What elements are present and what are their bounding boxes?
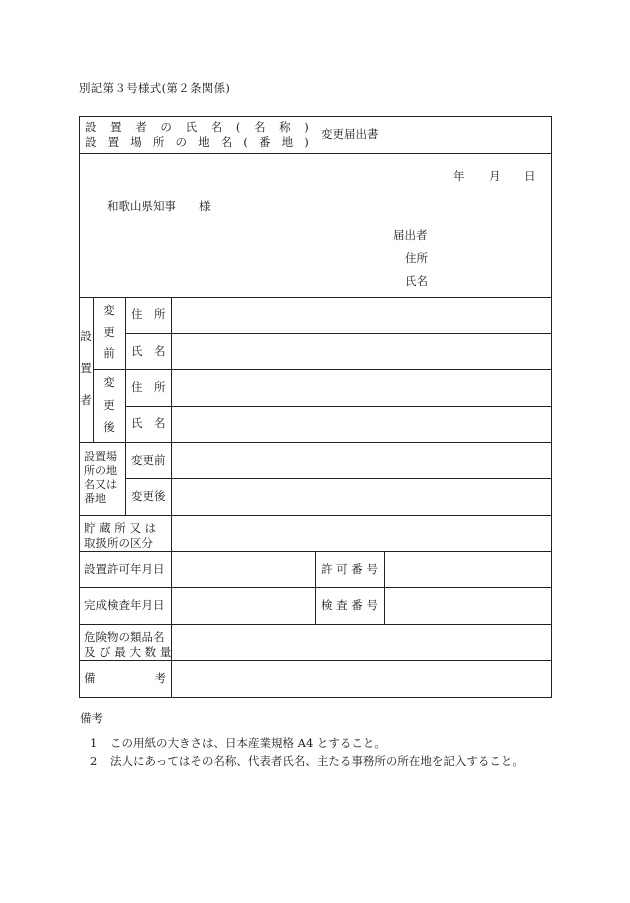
addressee: 和歌山県知事 様 xyxy=(107,199,211,213)
rule-location-end xyxy=(79,515,552,516)
date-day: 日 xyxy=(524,169,536,183)
installer-before-name-label: 氏 名 xyxy=(131,344,166,358)
vline-location xyxy=(125,442,126,515)
installer-before-label: 変 更 前 xyxy=(103,303,115,360)
location-before-label: 変更前 xyxy=(131,453,166,467)
rule-title xyxy=(79,153,552,154)
note-item: 2 法人にあってはその名称、代表者氏名、主たる事務所の所在地を記入すること。 xyxy=(90,754,524,768)
vline-number-value xyxy=(384,551,385,624)
applicant-name-label: 氏名 xyxy=(405,274,428,288)
installer-after-name-label: 氏 名 xyxy=(131,416,166,430)
notes-heading: 備考 xyxy=(80,711,103,725)
permit-date-label: 設置許可年月日 xyxy=(84,562,165,576)
rule-hazard-end xyxy=(79,660,552,661)
installer-group-label: 設 置 者 xyxy=(80,329,92,407)
applicant-label: 届出者 xyxy=(393,228,428,242)
rule-inspection-end xyxy=(79,624,552,625)
title-installer-name: 設 置 者 の 氏 名 ( 名 称 ) xyxy=(85,120,309,134)
rule-inst-1 xyxy=(125,333,552,334)
rule-header xyxy=(79,297,552,298)
installer-after-address-label: 住 所 xyxy=(131,380,166,394)
location-after-label: 変更後 xyxy=(131,489,166,503)
inspection-number-label: 検 査 番 号 xyxy=(321,598,378,612)
form-id: 別記第３号様式(第２条関係) xyxy=(79,81,231,95)
title-installer-location: 設 置 場 所 の 地 名 ( 番 地 ) xyxy=(85,135,309,149)
date-month: 月 xyxy=(489,169,501,183)
note-item: 1 この用紙の大きさは、日本産業規格 A4 とすること。 xyxy=(90,736,386,750)
vline-installer-items xyxy=(125,297,126,442)
installer-before-address-label: 住 所 xyxy=(131,307,166,321)
installer-after-label: 変 更 後 xyxy=(103,375,115,434)
date-year: 年 xyxy=(453,169,465,183)
document-name: 変更届出書 xyxy=(321,127,379,141)
rule-installer-end xyxy=(79,442,552,443)
remarks-label: 備 考 xyxy=(84,671,166,685)
permit-number-label: 許 可 番 号 xyxy=(321,562,378,576)
rule-location-mid xyxy=(125,478,552,479)
notification-form xyxy=(79,116,552,698)
hazard-label: 危険物の類品名 及 び 最 大 数 量 xyxy=(84,630,172,659)
rule-inst-2 xyxy=(93,369,552,370)
rule-inst-3 xyxy=(125,406,552,407)
inspection-date-label: 完成検査年月日 xyxy=(84,598,165,612)
applicant-address-label: 住所 xyxy=(405,251,428,265)
storage-classification-label: 貯 蔵 所 又 は 取扱所の区分 xyxy=(84,521,157,550)
vline-number-label xyxy=(315,551,316,624)
location-label: 設置場 所の地 名又は 番地 xyxy=(84,450,117,505)
